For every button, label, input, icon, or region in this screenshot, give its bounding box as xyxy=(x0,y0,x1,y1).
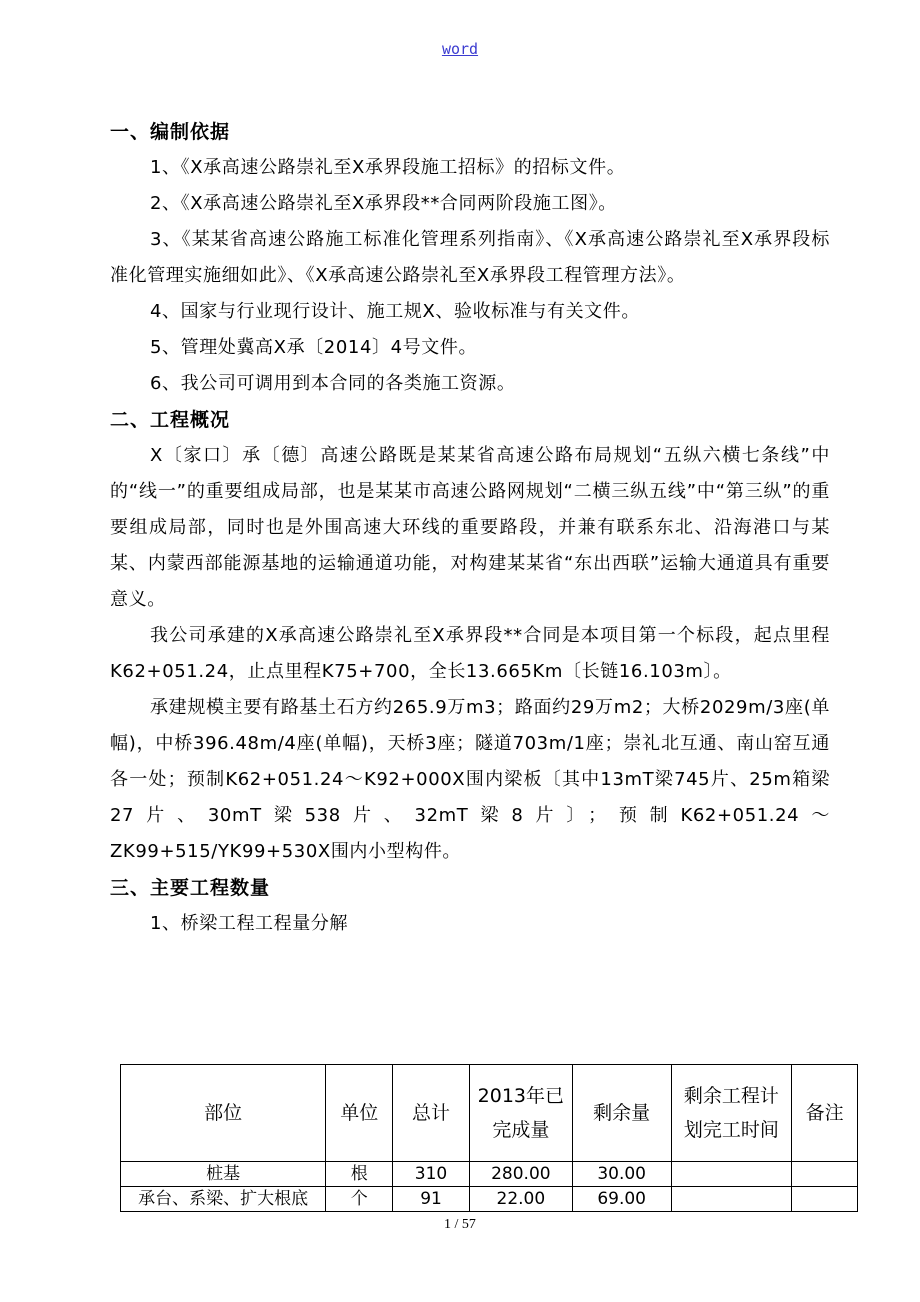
cell-note xyxy=(792,1162,858,1187)
section-heading-overview: 二、工程概况 xyxy=(110,409,231,431)
header-word-link[interactable]: word xyxy=(441,40,479,58)
col-header-remain: 剩余量 xyxy=(572,1065,671,1162)
col-header-total: 总计 xyxy=(393,1065,470,1162)
table-row xyxy=(121,1187,858,1212)
basis-item-2: 2、《X承高速公路崇礼至X承界段**合同两阶段施工图》。 xyxy=(150,193,617,214)
col-header-done-line1: 2013年已 xyxy=(477,1085,565,1107)
col-header-plan-line2: 划完工时间 xyxy=(683,1119,779,1141)
section-heading-basis: 一、编制依据 xyxy=(110,121,231,143)
col-header-plan-line1: 剩余工程计 xyxy=(683,1085,779,1107)
basis-item-4: 4、国家与行业现行设计、施工规X、验收标准与有关文件。 xyxy=(150,301,640,322)
table-header-row xyxy=(121,1065,858,1162)
cell-remain: 69.00 xyxy=(572,1187,671,1212)
basis-item-3: 3、《某某省高速公路施工标准化管理系列指南》、《X承高速公路崇礼至X承界段标准化管理实施细如此》、《X承高速公路崇礼至X承界段工程管理方法》。 xyxy=(110,229,830,286)
col-header-plan xyxy=(671,1065,792,1162)
cell-unit: 根 xyxy=(326,1162,393,1187)
col-header-done-line2: 完成量 xyxy=(492,1119,550,1141)
col-header-part: 部位 xyxy=(121,1065,326,1162)
overview-paragraph-2: 我公司承建的X承高速公路崇礼至X承界段**合同是本项目第一个标段，起点里程K62+051.24，止点里程K75+700，全长13.665Km〔长链16.103m〕。 xyxy=(110,625,830,682)
cell-total: 310 xyxy=(393,1162,470,1187)
col-header-note: 备注 xyxy=(792,1065,858,1162)
overview-paragraph-3: 承建规模主要有路基土石方约265.9万m3；路面约29万m2；大桥2029m/3座(单幅)，中桥396.48m/4座(单幅)，天桥3座；隧道703m/1座；崇礼北互通、南山窑互通各一处；预制K62+051.24～K92+000X围内梁板〔其中13mT梁745片、25m箱梁27片、30mT梁538片、32mT梁8片〕；预制K62+051.24～ZK99+515/YK99+530X围内小型构件。 xyxy=(110,697,830,862)
quantities-subheading: 1、桥梁工程工程量分解 xyxy=(150,913,349,934)
cell-remain: 30.00 xyxy=(572,1162,671,1187)
section-heading-quantities: 三、主要工程数量 xyxy=(110,877,271,899)
col-header-unit: 单位 xyxy=(326,1065,393,1162)
basis-item-1: 1、《X承高速公路崇礼至X承界段施工招标》的招标文件。 xyxy=(150,157,626,178)
bridge-quantity-table xyxy=(120,1064,858,1212)
col-header-done xyxy=(469,1065,572,1162)
cell-done: 22.00 xyxy=(469,1187,572,1212)
table-row xyxy=(121,1162,858,1187)
page-number: 1 / 57 xyxy=(444,1217,476,1232)
overview-paragraph-1: X〔家口〕承〔德〕高速公路既是某某省高速公路布局规划“五纵六横七条线”中的“线一”的重要组成局部，也是某某市高速公路网规划“二横三纵五线”中“第三纵”的重要组成局部，同时也是外围高速大环线的重要路段，并兼有联系东北、沿海港口与某某、内蒙西部能源基地的运输通道功能，对构建某某省“东出西联”运输大通道具有重要意义。 xyxy=(110,445,830,610)
cell-plan xyxy=(671,1187,792,1212)
cell-note xyxy=(792,1187,858,1212)
document-body xyxy=(110,114,830,942)
cell-unit: 个 xyxy=(326,1187,393,1212)
cell-done: 280.00 xyxy=(469,1162,572,1187)
cell-part: 桩基 xyxy=(121,1162,326,1187)
cell-part: 承台、系梁、扩大根底 xyxy=(121,1187,326,1212)
basis-item-5: 5、管理处冀高X承〔2014〕4号文件。 xyxy=(150,337,478,358)
basis-item-6: 6、我公司可调用到本合同的各类施工资源。 xyxy=(150,373,516,394)
cell-plan xyxy=(671,1162,792,1187)
cell-total: 91 xyxy=(393,1187,470,1212)
